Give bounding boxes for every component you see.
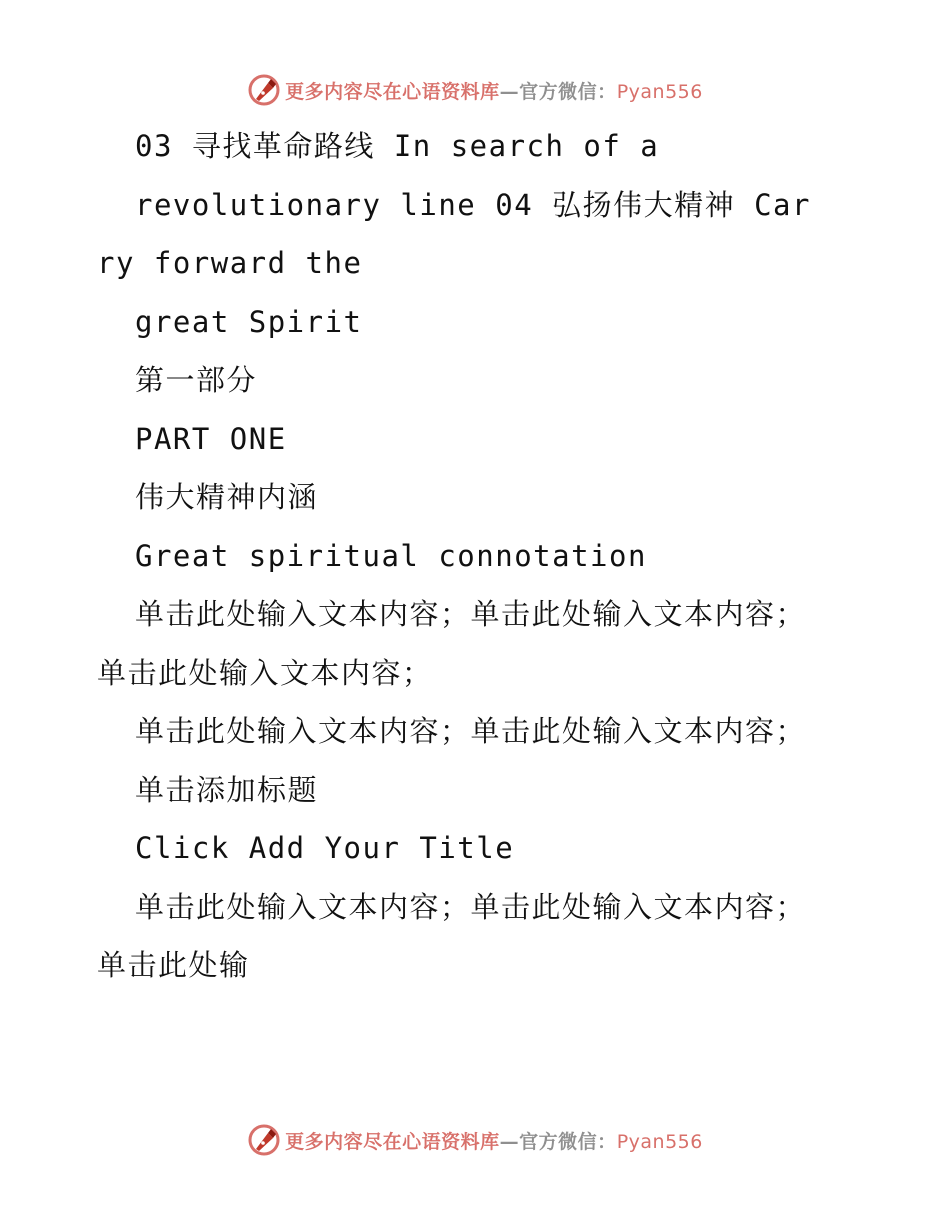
header-banner-wechat-label: 官方微信： xyxy=(519,80,617,103)
header-banner-dash: — xyxy=(499,80,520,103)
paragraph: 单击添加标题 xyxy=(135,772,319,807)
paragraph: 单击此处输入文本内容；单击此处输入文本内容；单击此处输 xyxy=(97,889,807,982)
pen-nib-logo-icon xyxy=(247,73,281,107)
paragraph: PART ONE xyxy=(135,421,287,456)
footer-banner-wechat-id: Pyan556 xyxy=(616,1130,703,1153)
header-banner-wechat-id: Pyan556 xyxy=(616,80,703,103)
paragraph: Click Add Your Title xyxy=(135,831,515,865)
paragraph: 单击此处输入文本内容；单击此处输入文本内容； xyxy=(135,714,807,748)
paragraph: 03 寻找革命路线 In search of a xyxy=(135,129,660,163)
document-body xyxy=(97,117,827,995)
footer-banner-dash: — xyxy=(499,1130,520,1153)
header-banner xyxy=(0,70,950,110)
paragraph: revolutionary line 04 弘扬伟大精神 Carry forward the xyxy=(97,187,811,280)
paragraph: great Spirit xyxy=(135,304,363,339)
paragraph: 伟大精神内涵 xyxy=(135,480,319,514)
footer-banner-site: 更多内容尽在心语资料库 xyxy=(285,1130,500,1153)
footer-banner-wechat-label: 官方微信： xyxy=(519,1130,617,1153)
footer-banner xyxy=(0,1120,950,1160)
footer-banner-text xyxy=(285,1127,703,1154)
paragraph: 第一部分 xyxy=(135,363,258,397)
paragraph: 单击此处输入文本内容；单击此处输入文本内容；单击此处输入文本内容； xyxy=(97,597,807,690)
header-banner-text xyxy=(285,77,703,104)
paragraph: Great spiritual connotation xyxy=(135,538,647,573)
header-banner-site: 更多内容尽在心语资料库 xyxy=(285,80,500,103)
pen-nib-logo-icon xyxy=(247,1123,281,1157)
